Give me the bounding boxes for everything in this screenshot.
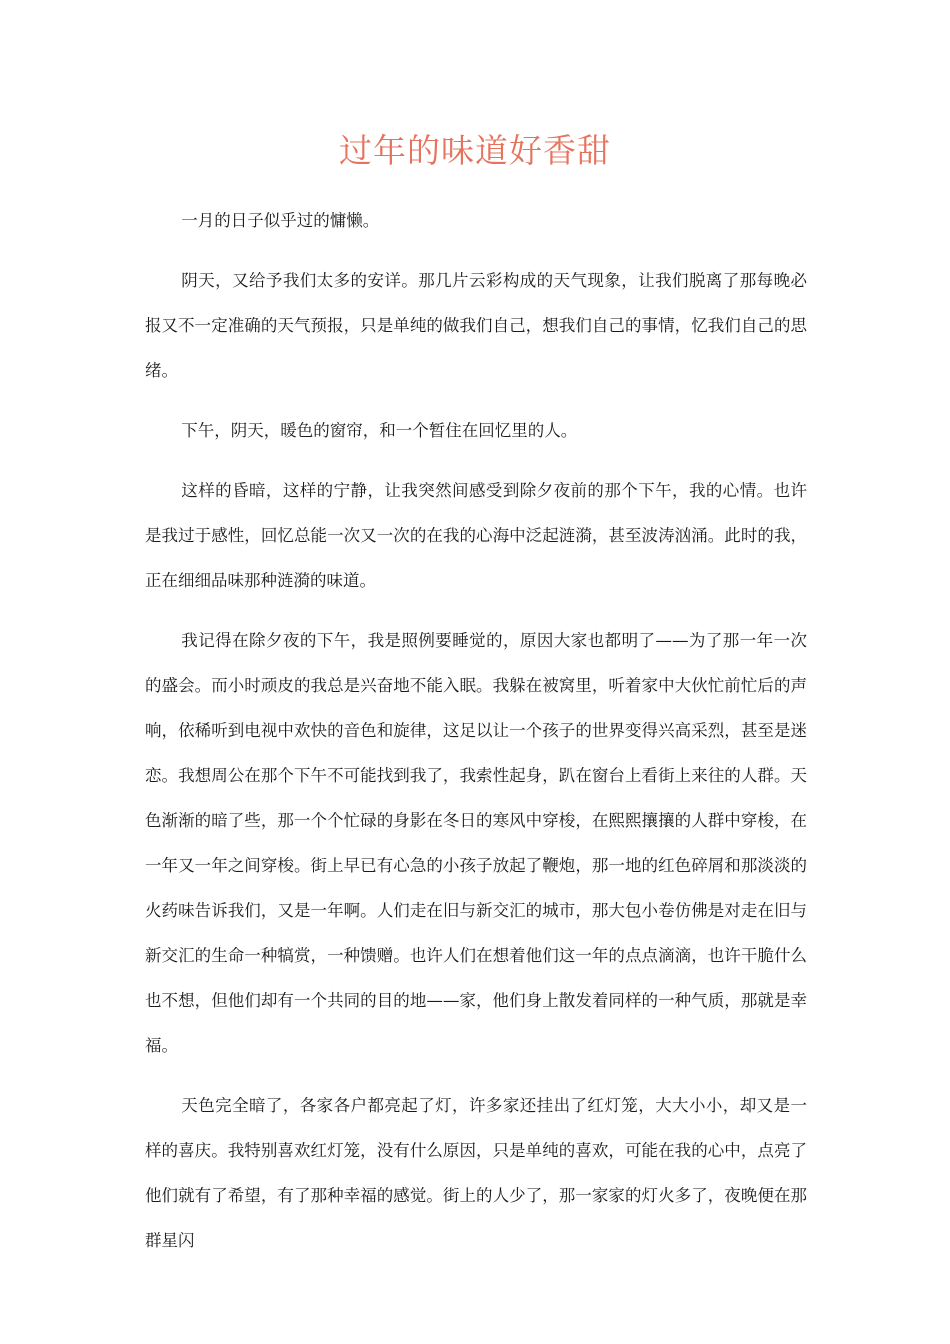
paragraph: 阴天，又给予我们太多的安详。那几片云彩构成的天气现象，让我们脱离了那每晚必报又不一定准确的天气预报，只是单纯的做我们自己，想我们自己的事情，忆我们自己的思绪。 xyxy=(145,271,807,380)
paragraph: 我记得在除夕夜的下午，我是照例要睡觉的，原因大家也都明了——为了那一年一次的盛会。而小时顽皮的我总是兴奋地不能入眠。我躲在被窝里，听着家中大伙忙前忙后的声响，依稀听到电视中欢快的音色和旋律，这足以让一个孩子的世界变得兴高采烈，甚至是迷恋。我想周公在那个下午不可能找到我了，我索性起身，趴在窗台上看街上来往的人群。天色渐渐的暗了些，那一个个忙碌的身影在冬日的寒风中穿梭，在熙熙攘攘的人群中穿梭，在一年又一年之间穿梭。街上早已有心急的小孩子放起了鞭炮，那一地的红色碎屑和那淡淡的火药味告诉我们，又是一年啊。人们走在旧与新交汇的城市，那大包小卷仿佛是对走在旧与新交汇的生命一种犒赏，一种馈赠。也许人们在想着他们这一年的点点滴滴，也许干脆什么也不想，但他们却有一个共同的目的地——家，他们身上散发着同样的一种气质，那就是幸福。 xyxy=(145,631,807,1055)
paragraph: 下午，阴天，暖色的窗帘，和一个暂住在回忆里的人。 xyxy=(181,421,578,440)
paragraph: 一月的日子似乎过的慵懒。 xyxy=(181,211,380,230)
document-body xyxy=(145,198,807,1278)
paragraph: 天色完全暗了，各家各户都亮起了灯，许多家还挂出了红灯笼，大大小小，却又是一样的喜庆。我特别喜欢红灯笼，没有什么原因，只是单纯的喜欢，可能在我的心中，点亮了他们就有了希望，有了那种幸福的感觉。街上的人少了，那一家家的灯火多了，夜晚便在那群星闪 xyxy=(145,1096,807,1250)
document-title: 过年的味道好香甜 xyxy=(339,131,611,170)
paragraph: 这样的昏暗，这样的宁静，让我突然间感受到除夕夜前的那个下午，我的心情。也许是我过于感性，回忆总能一次又一次的在我的心海中泛起涟漪，甚至波涛汹涌。此时的我，正在细细品味那种涟漪的味道。 xyxy=(145,481,807,590)
